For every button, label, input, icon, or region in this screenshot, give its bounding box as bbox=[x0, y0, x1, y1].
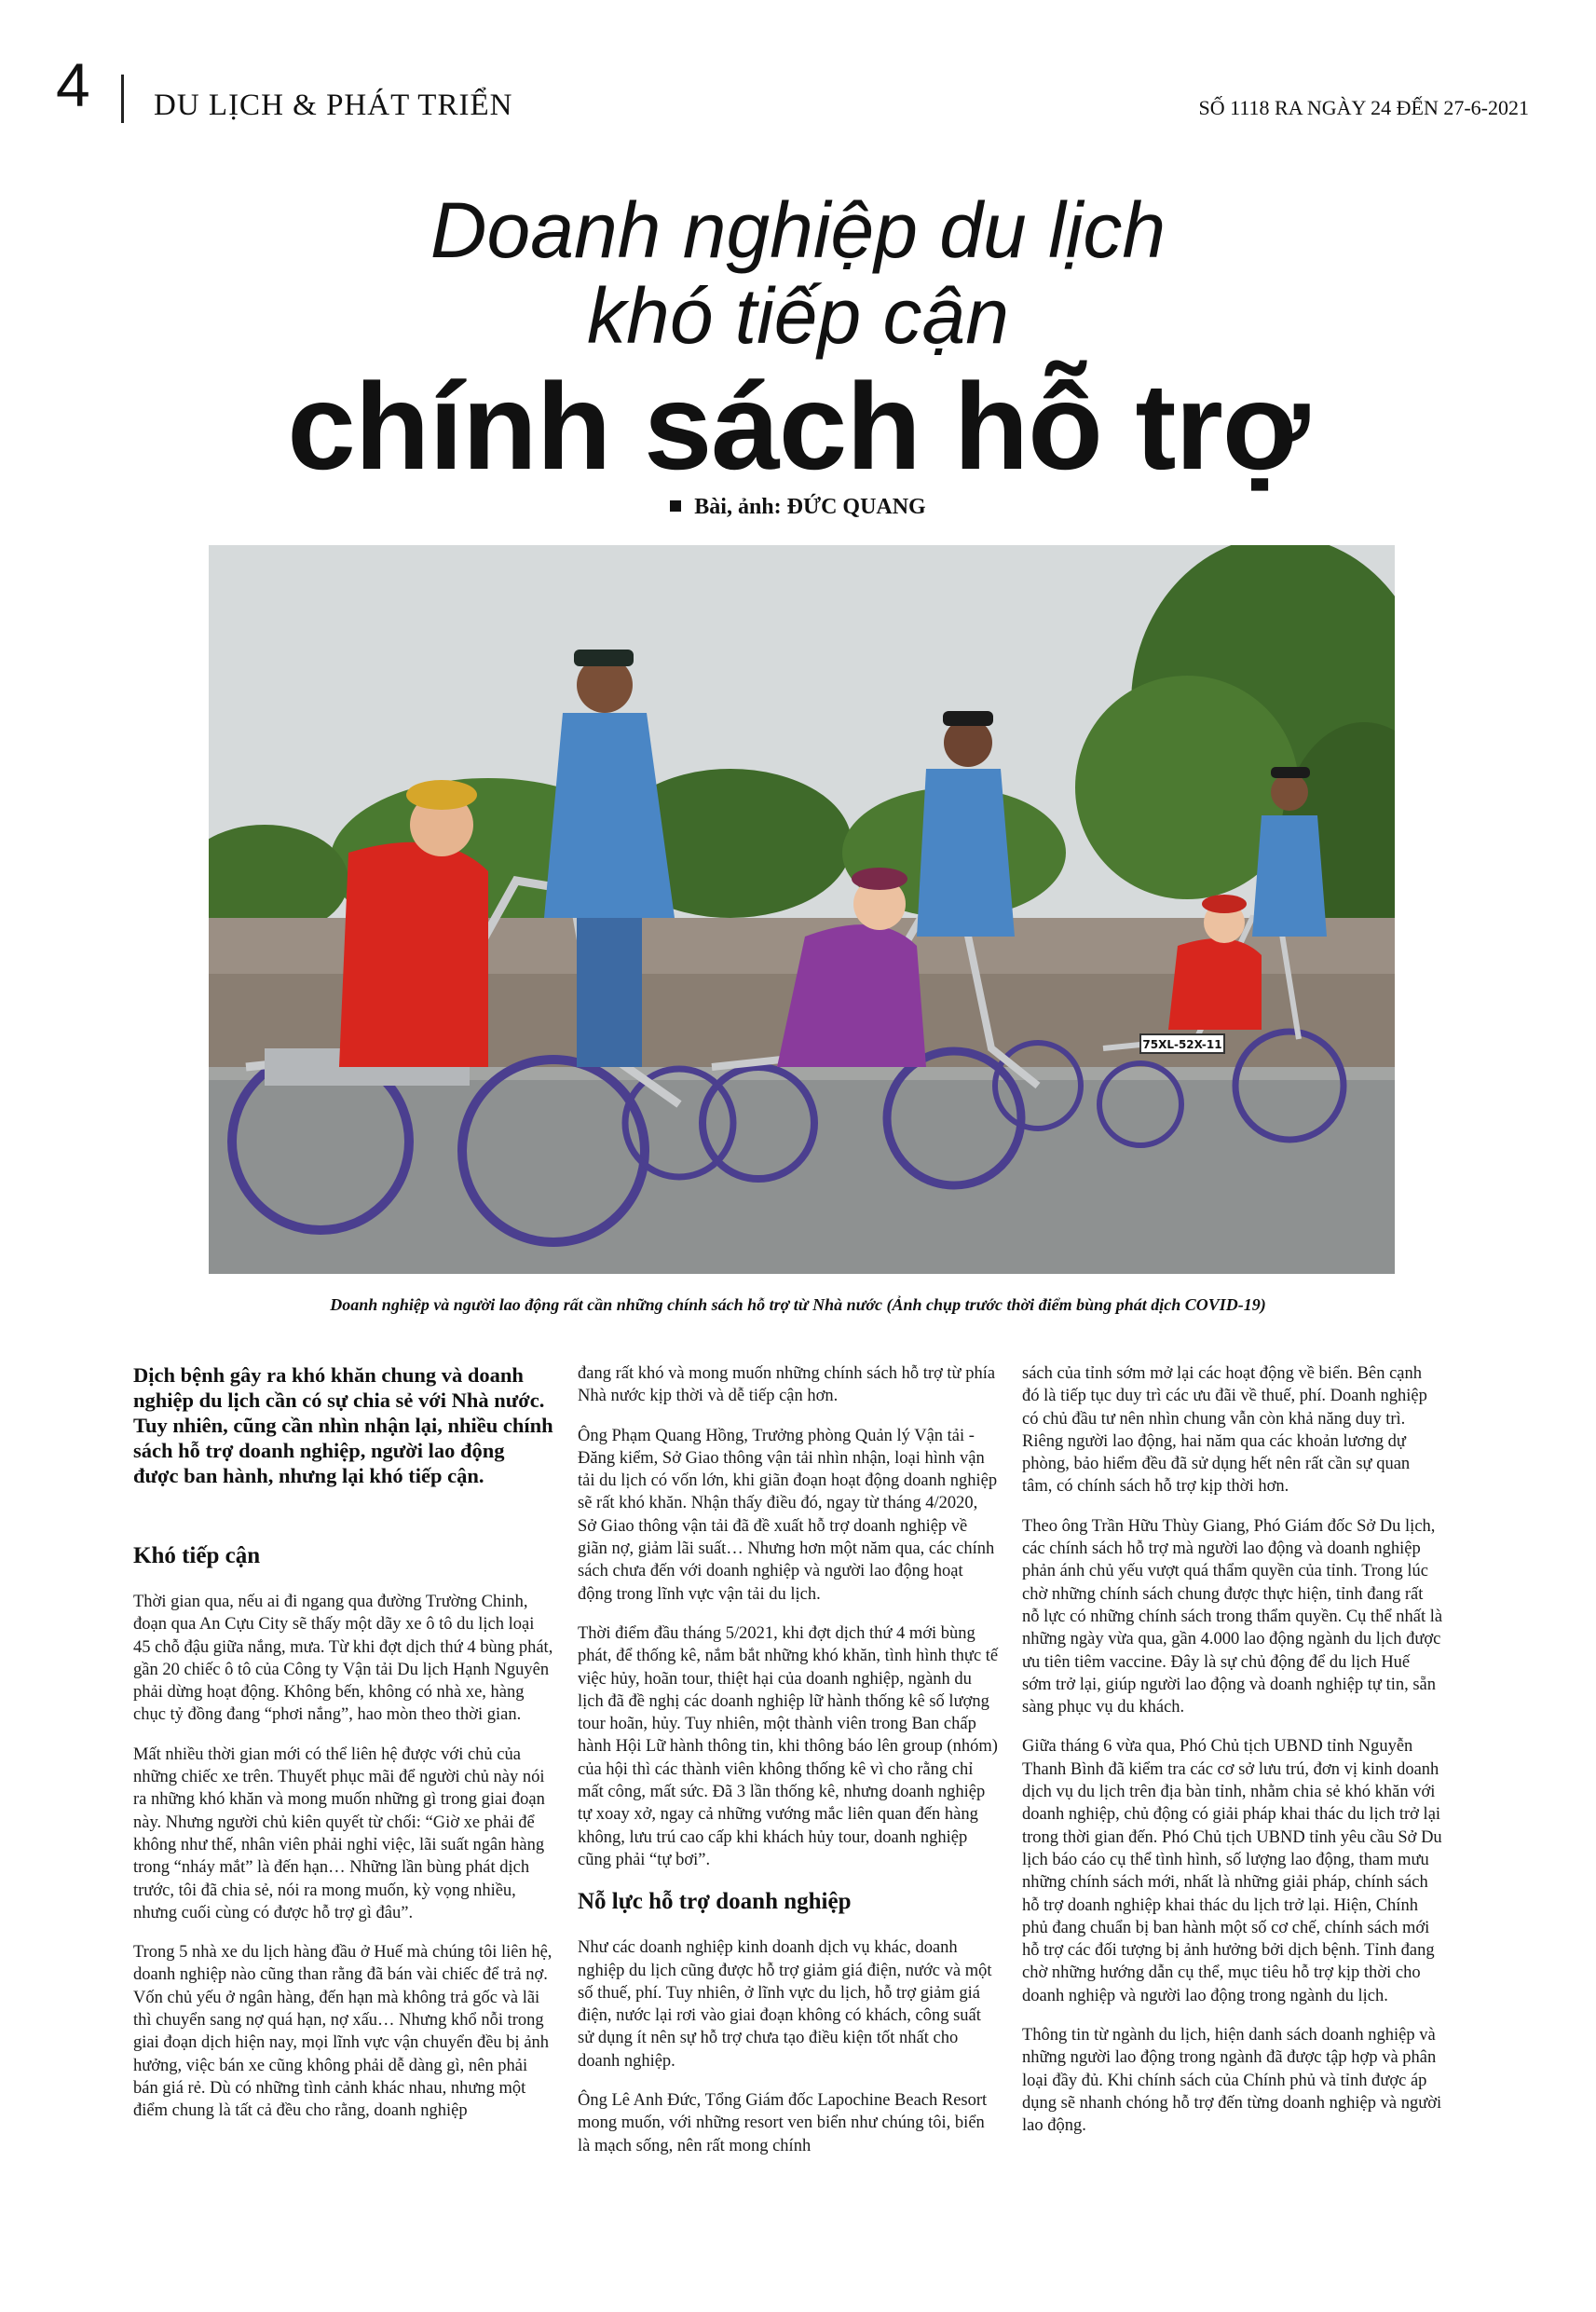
paragraph: Thông tin từ ngành du lịch, hiện danh sách doanh nghiệp và những người lao động trong ngành đã được tập hợp và phân loại đầy đủ. Khi chính sách của Chính phủ và tỉnh được áp dụng sẽ nhanh chóng hỗ trợ đến từng doanh nghiệp và người lao động. bbox=[1022, 2026, 1442, 2136]
paragraph: Ông Lê Anh Đức, Tổng Giám đốc Lapochine Beach Resort mong muốn, với những resort ven biển như chúng tôi, biển là mạch sống, nên rất mong chính bbox=[578, 2091, 988, 2155]
photo-road bbox=[209, 1076, 1395, 1274]
paragraph: sách của tỉnh sớm mở lại các hoạt động về biển. Bên cạnh đó là tiếp tục duy trì các ưu đãi về thuế, phí. Doanh nghiệp có chủ đầu tư nên nhìn chung vẫn còn khả năng duy trì. Riêng người lao động, hai năm qua các khoản lương dự phòng, bảo hiểm đều đã sử dụng hết nên rất cần sự quan tâm, có chính sách hỗ trợ kịp thời hơn. bbox=[1022, 1364, 1427, 1497]
paragraph: Như các doanh nghiệp kinh doanh dịch vụ khác, doanh nghiệp du lịch cũng được hỗ trợ giảm giá điện, nước và một số thuế, phí. Tuy nhiên, ở lĩnh vực du lịch, hỗ trợ giảm giá điện, nước lại rơi vào giai đoạn không có khách, công suất sử dụng ít nên sự hỗ trợ chưa tạo điều kiện tốt nhất cho doanh nghiệp. bbox=[578, 1938, 992, 2071]
paragraph: Mất nhiều thời gian mới có thể liên hệ được với chủ của những chiếc xe trên. Thuyết phục mãi để người chủ này nói ra những khó khăn và mong muốn những gì trong giai đoạn này. Nhưng người chủ kiên quyết từ chối: “Giờ xe phải để không như thế, nhân viên phải nghỉ việc, lãi suất ngân hàng trong “nháy mắt” là đến hạn… Những lần bùng phát dịch trước, tôi đã chia sẻ, nói ra mong muốn, kỳ vọng nhiều, nhưng cuối cùng có được hỗ trợ gì đâu”. bbox=[133, 1744, 545, 1922]
paragraph: Thời gian qua, nếu ai đi ngang qua đường Trường Chinh, đoạn qua An Cựu City sẽ thấy một dãy xe ô tô du lịch loại 45 chỗ đậu giữa nắng, mưa. Từ khi đợt dịch thứ 4 bùng phát, gần 20 chiếc ô tô của Công ty Vận tải Du lịch Hạnh Nguyên phải dừng hoạt động. Không bến, không có nhà xe, hàng chục tỷ đồng đang “phơi nắng”, hao mòn theo thời gian. bbox=[133, 1593, 553, 1725]
photo-caption: Doanh nghiệp và người lao động rất cần những chính sách hỗ trợ từ Nhà nước (Ảnh chụp trước thời điểm bùng phát dịch COVID-19) bbox=[330, 1295, 1266, 1314]
subhead-kho-tiep-can: Khó tiếp cận bbox=[133, 1543, 261, 1568]
headline-line-2: khó tiếp cận bbox=[587, 272, 1009, 360]
column-2 bbox=[578, 1362, 999, 2174]
column-3 bbox=[1022, 1362, 1443, 2155]
paragraph: đang rất khó và mong muốn những chính sách hỗ trợ từ phía Nhà nước kịp thời và dễ tiếp cận hơn. bbox=[578, 1364, 996, 1406]
article-lead: Dịch bệnh gây ra khó khăn chung và doanh nghiệp du lịch cần có sự chia sẻ với Nhà nước. Tuy nhiên, cũng cần nhìn nhận lại, nhiều chính sách hỗ trợ doanh nghiệp, người lao động được ban hành, nhưng lại khó tiếp cận. bbox=[133, 1363, 553, 1487]
byline-text: Bài, ảnh: ĐỨC QUANG bbox=[694, 495, 926, 519]
license-plate: 75XL-52X-11 bbox=[1142, 1038, 1222, 1051]
paragraph: Theo ông Trần Hữu Thùy Giang, Phó Giám đốc Sở Du lịch, các chính sách hỗ trợ mà người lao động và doanh nghiệp phản ánh chủ yếu vượt quá thẩm quyền của tỉnh. Trong lúc chờ những chính sách chung được thực hiện, tỉnh đang rất nỗ lực có những chính sách trong thẩm quyền. Cụ thể nhất là những ngày vừa qua, gần 4.000 lao động ngành du lịch được ưu tiên tiêm vaccine. Đây là sự chủ động để du lịch Huế sớm trở lại, giúp người lao động và doanh nghiệp tự tin, sẵn sàng phục vụ du khách. bbox=[1022, 1516, 1443, 1717]
paragraph: Trong 5 nhà xe du lịch hàng đầu ở Huế mà chúng tôi liên hệ, doanh nghiệp nào cũng than rằng đã bán vài chiếc để trả nợ. Vốn chủ yếu ở ngân hàng, đến hạn mà không trả gốc và lãi thì chuyển sang nợ quá hạn, nợ xấu… Nhưng khổ nỗi trong giai đoạn dịch hiện nay, mọi lĩnh vực vận chuyển đều bị ảnh hưởng, việc bán xe cũng không phải dễ dàng gì, nên phải bán giá rẻ. Dù có những tình cảnh khác nhau, nhưng một điểm chung là tất cả đều cho rằng, doanh nghiệp bbox=[133, 1943, 552, 2121]
article-photo bbox=[209, 545, 1395, 1274]
column-1 bbox=[133, 1362, 554, 2140]
page-number: 4 bbox=[56, 50, 90, 119]
header-divider bbox=[121, 75, 124, 123]
headline-line-1: Doanh nghiệp du lịch bbox=[430, 186, 1166, 274]
subhead-no-luc-ho-tro: Nỗ lực hỗ trợ doanh nghiệp bbox=[578, 1889, 852, 1915]
cyclo-photo-illustration bbox=[209, 545, 1395, 1274]
paragraph: Ông Phạm Quang Hồng, Trưởng phòng Quản lý Vận tải - Đăng kiểm, Sở Giao thông vận tải nhìn nhận, loại hình vận tải du lịch có vốn lớn, khi giãn đoạn hoạt động doanh nghiệp sẽ rất khó khăn. Nhận thấy điều đó, ngay từ tháng 4/2020, Sở Giao thông vận tải đã đề xuất hỗ trợ doanh nghiệp về giãn nợ, giảm lãi suất… Nhưng hơn một năm qua, các chính sách chưa đến với doanh nghiệp và người lao động hoạt động trong lĩnh vực vận tải du lịch. bbox=[578, 1426, 998, 1604]
paragraph: Giữa tháng 6 vừa qua, Phó Chủ tịch UBND tỉnh Nguyễn Thanh Bình đã kiểm tra các cơ sở lưu trú, đơn vị kinh doanh dịch vụ du lịch trên địa bàn tỉnh, nhằm chia sẻ khó khăn với doanh nghiệp, chủ động có giải pháp khai thác du lịch trở lại trong thời gian đến. Phó Chủ tịch UBND tỉnh yêu cầu Sở Du lịch báo cáo cụ thể tình hình, số lượng lao động, tham mưu những chính sách mới, nhất là những giải pháp, chính sách hỗ trợ doanh nghiệp khai thác du lịch trở lại. Hiện, Chính phủ đang chuẩn bị ban hành một số cơ chế, chính sách mới hỗ trợ các đối tượng bị ảnh hưởng bởi dịch bệnh. Tỉnh đang chờ những hướng dẫn cụ thể, mục tiêu hỗ trợ kịp thời cho doanh nghiệp và người lao động trong ngành du lịch. bbox=[1022, 1737, 1442, 2005]
byline-bullet-icon bbox=[670, 500, 681, 512]
byline bbox=[0, 495, 1596, 520]
paragraph: Thời điểm đầu tháng 5/2021, khi đợt dịch thứ 4 mới bùng phát, để thống kê, nắm bắt những khó khăn, tình hình thực tế việc hủy, hoãn tour, thiệt hại của doanh nghiệp, ngành du lịch đã đề nghị các doanh nghiệp lữ hành thống kê số lượng tour hoãn, hủy. Tuy nhiên, một thành viên trong Ban chấp hành Hội Lữ hành thông tin, khi thông báo lên group (nhóm) của hội thì các thành viên không thống kê vì cho rằng chỉ mất công, mất sức. Đã 3 lần thống kê, nhưng doanh nghiệp tự xoay xở, ngay cả những vướng mắc liên quan đến hàng không, lưu trú cao cấp khi khách hủy tour, doanh nghiệp cũng phải “tự bơi”. bbox=[578, 1623, 999, 1869]
issue-info: SỐ 1118 RA NGÀY 24 ĐẾN 27-6-2021 bbox=[1198, 96, 1529, 119]
headline-line-3: chính sách hỗ trợ bbox=[287, 358, 1309, 495]
section-title: DU LỊCH & PHÁT TRIỂN bbox=[154, 89, 513, 122]
